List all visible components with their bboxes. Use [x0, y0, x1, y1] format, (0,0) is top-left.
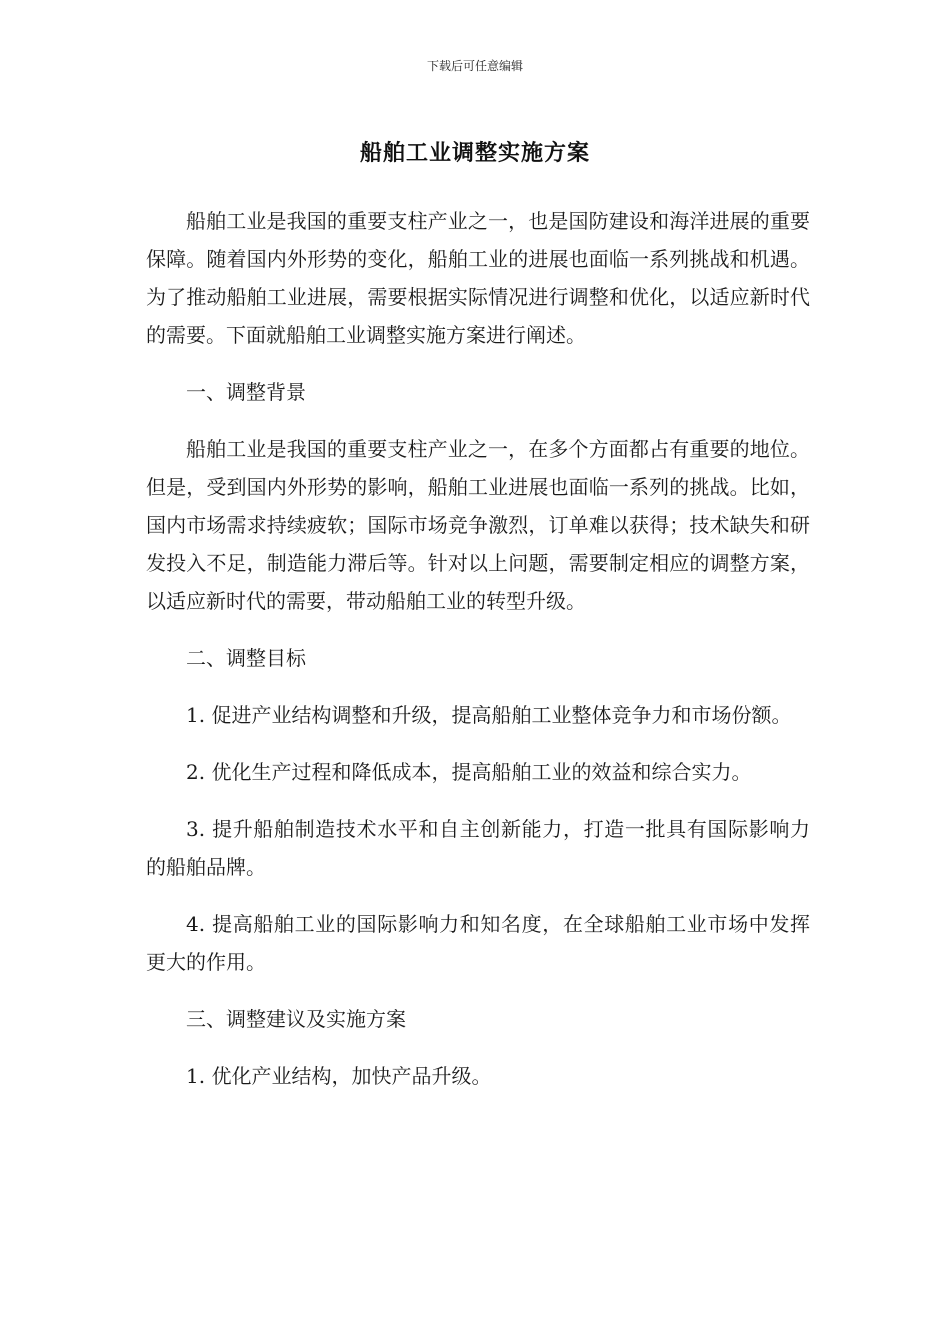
intro-paragraph: 船舶工业是我国的重要支柱产业之一，也是国防建设和海洋进展的重要保障。随着国内外形势的变化，船舶工业的进展也面临一系列挑战和机遇。为了推动船舶工业进展，需要根据实际情况进行调整和优化，以适应新时代的需要。下面就船舶工业调整实施方案进行阐述。: [146, 209, 810, 347]
section-heading-background: 一、调整背景: [186, 380, 306, 404]
background-paragraph: 船舶工业是我国的重要支柱产业之一，在多个方面都占有重要的地位。但是，受到国内外形势的影响，船舶工业进展也面临一系列的挑战。比如，国内市场需求持续疲软；国际市场竞争激烈，订单难以获得；技术缺失和研发投入不足，制造能力滞后等。针对以上问题，需要制定相应的调整方案，以适应新时代的需要，带动船舶工业的转型升级。: [146, 437, 810, 613]
document-body: [146, 202, 810, 1114]
section-heading-goals: 二、调整目标: [186, 646, 306, 670]
goal-item-2: 2. 优化生产过程和降低成本，提高船舶工业的效益和综合实力。: [186, 760, 752, 784]
document-title: 船舶工业调整实施方案: [359, 141, 590, 166]
header-note: 下载后可任意编辑: [426, 59, 523, 73]
section-heading-plan: 三、调整建议及实施方案: [186, 1007, 406, 1031]
goal-item-1: 1. 促进产业结构调整和升级，提高船舶工业整体竞争力和市场份额。: [186, 703, 792, 727]
goal-item-4: 4. 提高船舶工业的国际影响力和知名度，在全球船舶工业市场中发挥更大的作用。: [146, 912, 810, 974]
goal-item-3: 3. 提升船舶制造技术水平和自主创新能力，打造一批具有国际影响力的船舶品牌。: [146, 817, 810, 879]
plan-item-1: 1. 优化产业结构，加快产品升级。: [186, 1064, 492, 1088]
